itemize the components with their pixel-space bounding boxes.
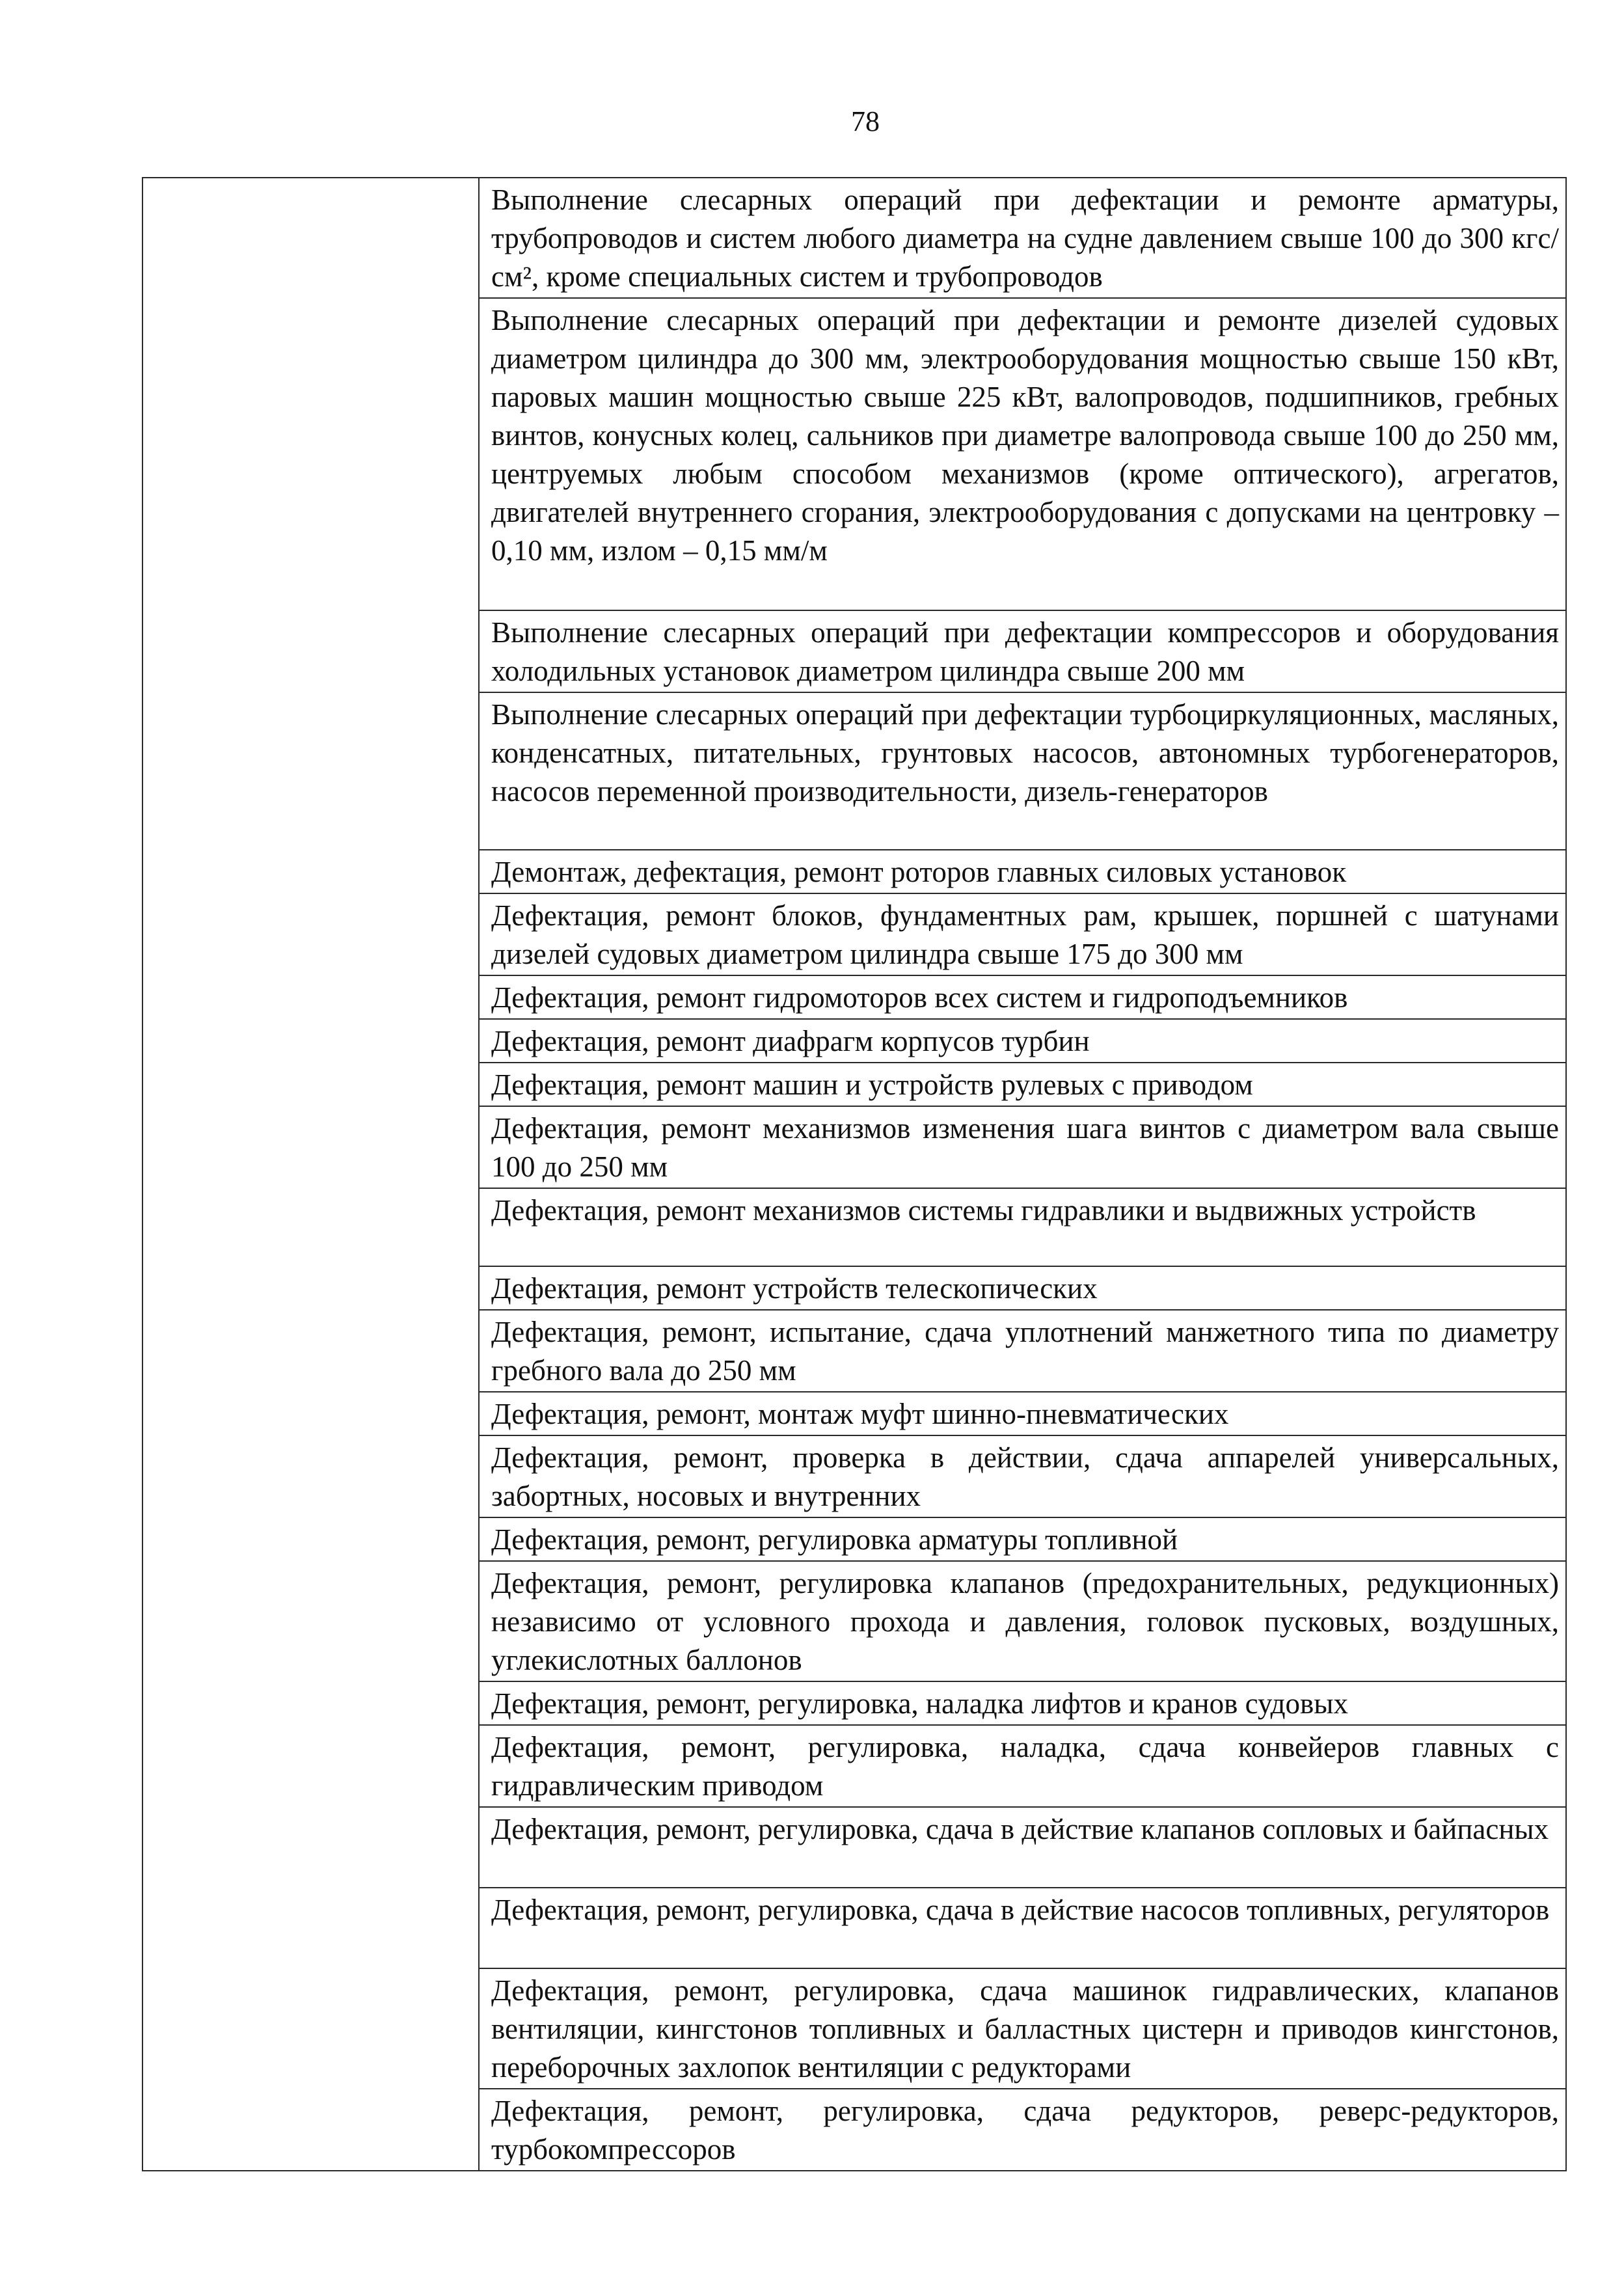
- table-cell: [479, 692, 1566, 850]
- table-cell: [479, 975, 1566, 1019]
- row-text: Дефектация, ремонт, регулировка арматуры топливной: [491, 1523, 1178, 1556]
- left-column-cell: [142, 178, 479, 2171]
- row-text: Демонтаж, дефектация, ремонт роторов главных силовых установок: [491, 856, 1347, 888]
- row-text: Дефектация, ремонт, регулировка, наладка лифтов и кранов судовых: [491, 1687, 1349, 1720]
- row-text: Дефектация, ремонт механизмов системы гидравлики и выдвижных устройств: [491, 1194, 1476, 1227]
- row-text: Дефектация, ремонт, регулировка, сдача редукторов, реверс-редукторов, турбокомпрессоров: [491, 2095, 1559, 2166]
- table-cell: [479, 1681, 1566, 1725]
- table-row: [142, 178, 1566, 298]
- work-types-table: [142, 177, 1567, 2171]
- row-text: Дефектация, ремонт, регулировка, сдача машинок гидравлических, клапанов вентиляции, кингстонов топливных и балластных цистерн и приводов кингстонов, переборочных захлопок вентиляции с редукторами: [491, 1974, 1559, 2084]
- row-text: Выполнение слесарных операций при дефектации и ремонте дизелей судовых диаметром цилиндра до 300 мм, электрооборудования мощностью свыше 150 кВт, паровых машин мощностью свыше 225 кВт, валопроводов, подшипников, гребных винтов, конусных колец, сальников при диаметре валопровода свыше 100 до 250 мм, центруемых любым способом механизмов (кроме оптического), агрегатов, двигателей внутреннего сгорания, электрооборудования с допусками на центровку – 0,10 мм, излом – 0,15 мм/м: [491, 304, 1559, 567]
- row-text: Дефектация, ремонт, регулировка, сдача в действие насосов топливных, регуляторов: [491, 1894, 1550, 1926]
- table-cell: [479, 1517, 1566, 1561]
- table-cell: [479, 1435, 1566, 1517]
- row-text: Дефектация, ремонт, проверка в действии, сдача аппарелей универсальных, забортных, носовых и внутренних: [491, 1441, 1559, 1512]
- table-cell: [479, 1063, 1566, 1106]
- table-cell: [479, 893, 1566, 975]
- table-cell: [479, 1019, 1566, 1063]
- table-cell: [479, 2089, 1566, 2171]
- row-text: Дефектация, ремонт блоков, фундаментных рам, крышек, поршней с шатунами дизелей судовых диаметром цилиндра свыше 175 до 300 мм: [491, 899, 1559, 970]
- table-cell: [479, 1807, 1566, 1888]
- row-text: Дефектация, ремонт гидромоторов всех систем и гидроподъемников: [491, 981, 1348, 1014]
- table-cell: [479, 178, 1566, 298]
- table-cell: [479, 1968, 1566, 2089]
- row-text: Выполнение слесарных операций при дефектации и ремонте арматуры, трубопроводов и систем любого диаметра на судне давлением свыше 100 до 300 кгс/см², кроме специальных систем и трубопроводов: [491, 183, 1559, 293]
- table-cell: [479, 610, 1566, 692]
- row-text: Выполнение слесарных операций при дефектации компрессоров и оборудования холодильных установок диаметром цилиндра свыше 200 мм: [491, 616, 1559, 687]
- row-text: Дефектация, ремонт, регулировка, наладка, сдача конвейеров главных с гидравлическим приводом: [491, 1731, 1559, 1802]
- table-cell: [479, 1392, 1566, 1435]
- page-number: 78: [851, 105, 880, 137]
- table-cell: [479, 1188, 1566, 1266]
- table-cell: [479, 298, 1566, 610]
- table-cell: [479, 1561, 1566, 1681]
- table-cell: [479, 1310, 1566, 1392]
- table-cell: [479, 1266, 1566, 1310]
- table-cell: [479, 1888, 1566, 1968]
- row-text: Дефектация, ремонт, монтаж муфт шинно-пневматических: [491, 1398, 1229, 1430]
- table-cell: [479, 1106, 1566, 1188]
- row-text: Дефектация, ремонт машин и устройств рулевых с приводом: [491, 1068, 1253, 1101]
- row-text: Выполнение слесарных операций при дефектации турбоциркуляционных, масляных, конденсатных, питательных, грунтовых насосов, автономных турбогенераторов, насосов переменной производительности, дизель-генераторов: [491, 698, 1559, 808]
- row-text: Дефектация, ремонт механизмов изменения шага винтов с диаметром вала свыше 100 до 250 мм: [491, 1112, 1559, 1183]
- row-text: Дефектация, ремонт, регулировка, сдача в действие клапанов сопловых и байпасных: [491, 1813, 1549, 1845]
- table-cell: [479, 850, 1566, 893]
- row-text: Дефектация, ремонт, регулировка клапанов (предохранительных, редукционных) независимо от условного прохода и давления, головок пусковых, воздушных, углекислотных баллонов: [491, 1567, 1559, 1676]
- row-text: Дефектация, ремонт устройств телескопических: [491, 1272, 1098, 1305]
- row-text: Дефектация, ремонт диафрагм корпусов турбин: [491, 1025, 1090, 1057]
- table-cell: [479, 1725, 1566, 1807]
- row-text: Дефектация, ремонт, испытание, сдача уплотнений манжетного типа по диаметру гребного вала до 250 мм: [491, 1316, 1559, 1387]
